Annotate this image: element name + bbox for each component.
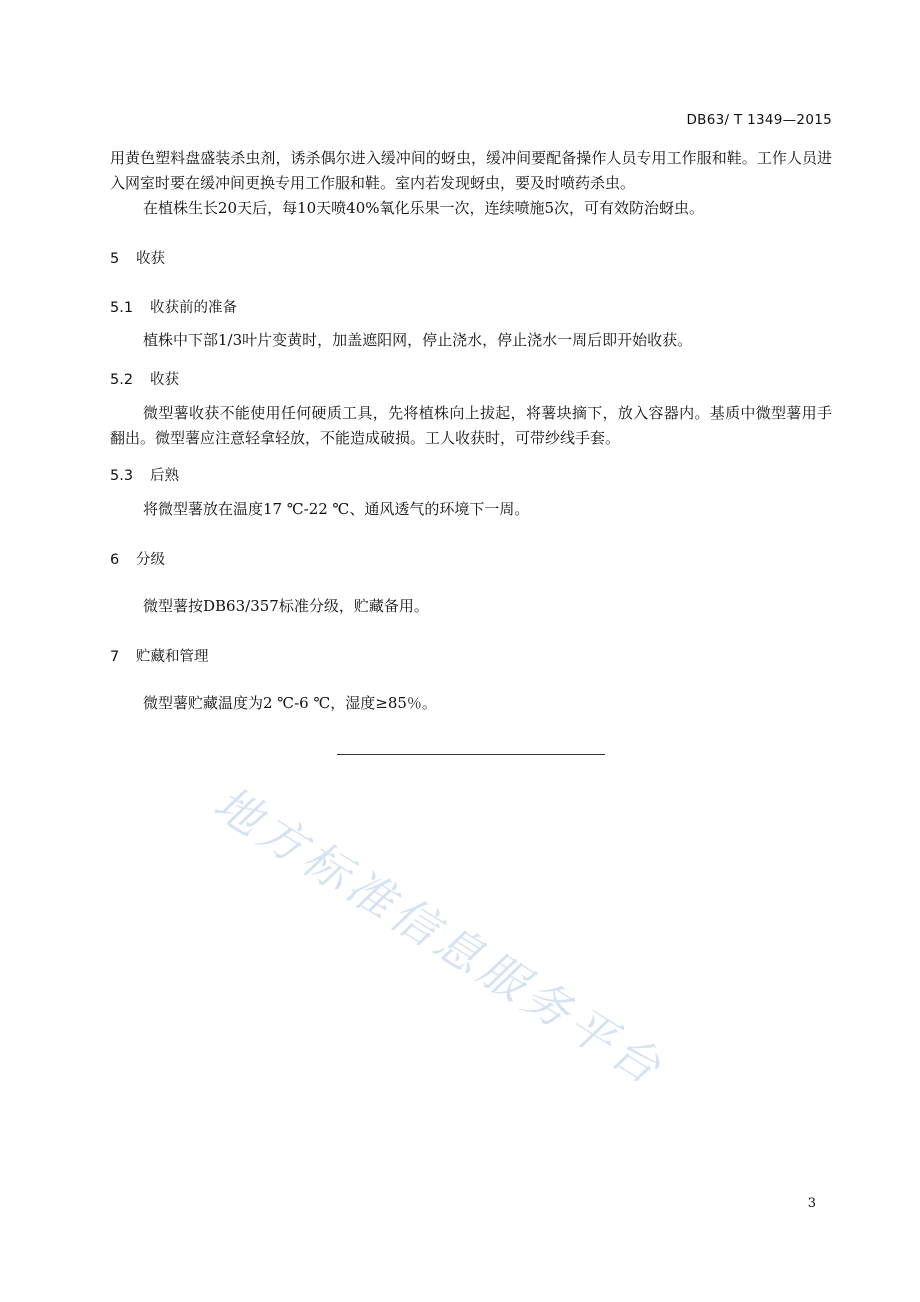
section-5-2-title: 收获 [150,372,179,388]
section-6-heading [110,548,165,569]
section-7-heading [110,645,209,666]
section-7-title: 贮藏和管理 [136,649,209,665]
section-6-title: 分级 [136,552,165,568]
section-6-text: 微型薯按DB63/357标准分级，贮藏备用。 [143,597,429,615]
section-5-3-heading [110,464,179,485]
section-5-title: 收获 [136,251,165,267]
page-number: 3 [807,1196,816,1211]
section-5-2-text: 微型薯收获不能使用任何硬质工具，先将植株向上拔起，将薯块摘下，放入容器内。基质中微型薯用手翻出。微型薯应注意轻拿轻放，不能造成破损。工人收获时，可带纱线手套。 [110,404,832,447]
section-6-number: 6 [110,552,120,568]
section-5-heading [110,247,165,268]
section-5-3-title: 后熟 [150,468,179,484]
intro-paragraph-2: 在植株生长20天后，每10天喷40%氧化乐果一次，连续喷施5次，可有效防治蚜虫。 [143,199,705,217]
watermark: 地方标准信息服务平台 [204,775,675,1097]
section-5-2-number: 5.2 [110,372,134,388]
section-5-1-title: 收获前的准备 [150,300,237,316]
section-5-1-number: 5.1 [110,300,134,316]
section-5-3-text: 将微型薯放在温度17 ℃-22 ℃、通风透气的环境下一周。 [143,500,530,518]
end-of-document-rule [337,754,605,755]
document-code: DB63/ T 1349—2015 [686,112,832,128]
intro-paragraph-1: 用黄色塑料盘盛装杀虫剂，诱杀偶尔进入缓冲间的蚜虫，缓冲间要配备操作人员专用工作服和鞋。工作人员进入网室时要在缓冲间更换专用工作服和鞋。室内若发现蚜虫，要及时喷药杀虫。 [110,149,832,192]
section-5-2-heading [110,368,179,389]
section-5-3-number: 5.3 [110,468,134,484]
section-5-number: 5 [110,251,120,267]
section-7-number: 7 [110,649,120,665]
section-5-1-text: 植株中下部1/3叶片变黄时，加盖遮阳网，停止浇水，停止浇水一周后即开始收获。 [143,331,693,349]
section-7-text: 微型薯贮藏温度为2 ℃-6 ℃，湿度≥85％。 [143,694,437,712]
section-5-1-heading [110,296,237,317]
